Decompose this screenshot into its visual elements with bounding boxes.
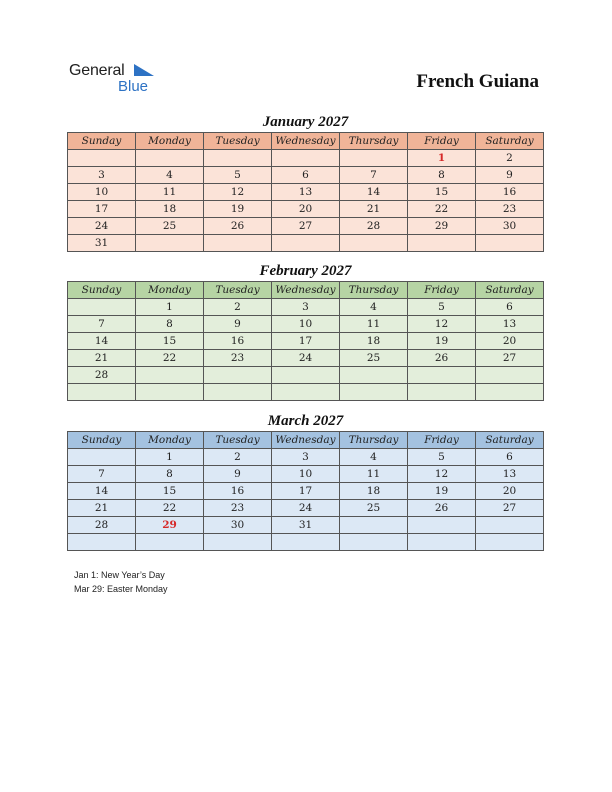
day-cell: 14: [340, 184, 408, 201]
calendar-table: [67, 431, 544, 551]
day-cell: 17: [272, 483, 340, 500]
holiday-note: Mar 29: Easter Monday: [74, 584, 168, 594]
day-cell: 11: [340, 466, 408, 483]
weekday-header: Wednesday: [272, 432, 340, 449]
day-cell: 3: [272, 449, 340, 466]
day-cell: 18: [136, 201, 204, 218]
day-cell: 24: [68, 218, 136, 235]
week-row: [68, 483, 544, 500]
holiday-day-cell: 1: [408, 150, 476, 167]
day-cell: 6: [476, 449, 544, 466]
day-cell: 11: [136, 184, 204, 201]
day-cell: 16: [204, 483, 272, 500]
day-cell: [204, 384, 272, 401]
day-cell: [272, 235, 340, 252]
day-cell: 12: [204, 184, 272, 201]
holiday-day-cell: 29: [136, 517, 204, 534]
week-row: [68, 218, 544, 235]
week-row: [68, 534, 544, 551]
day-cell: 17: [68, 201, 136, 218]
day-cell: 3: [68, 167, 136, 184]
week-row: [68, 167, 544, 184]
day-cell: [136, 235, 204, 252]
day-cell: [136, 534, 204, 551]
week-row: [68, 316, 544, 333]
month-title: February 2027: [259, 263, 352, 279]
week-row: [68, 299, 544, 316]
weekday-header: Friday: [408, 432, 476, 449]
month-january: [67, 112, 544, 252]
day-cell: 17: [272, 333, 340, 350]
day-cell: 9: [476, 167, 544, 184]
logo-flag-icon: [134, 64, 154, 78]
week-row: [68, 184, 544, 201]
day-cell: 26: [408, 500, 476, 517]
day-cell: [340, 517, 408, 534]
weekday-header: Sunday: [68, 432, 136, 449]
day-cell: [68, 299, 136, 316]
day-cell: [340, 367, 408, 384]
day-cell: [68, 384, 136, 401]
logo-word-general: General: [69, 62, 125, 79]
day-cell: [68, 449, 136, 466]
week-row: [68, 449, 544, 466]
day-cell: [272, 150, 340, 167]
day-cell: 25: [340, 350, 408, 367]
day-cell: 9: [204, 466, 272, 483]
day-cell: [340, 150, 408, 167]
day-cell: [408, 534, 476, 551]
day-cell: 16: [476, 184, 544, 201]
day-cell: 31: [68, 235, 136, 252]
weekday-header: Tuesday: [204, 282, 272, 299]
holiday-notes: [74, 568, 168, 596]
weekday-header: Thursday: [340, 133, 408, 150]
weekday-header: Friday: [408, 133, 476, 150]
month-february: [67, 261, 544, 401]
day-cell: [476, 235, 544, 252]
day-cell: [272, 534, 340, 551]
day-cell: 29: [408, 218, 476, 235]
day-cell: 10: [272, 316, 340, 333]
day-cell: 15: [136, 483, 204, 500]
week-row: [68, 350, 544, 367]
day-cell: 5: [204, 167, 272, 184]
day-cell: 18: [340, 333, 408, 350]
holiday-note: Jan 1: New Year’s Day: [74, 570, 165, 580]
day-cell: 15: [136, 333, 204, 350]
day-cell: 4: [340, 299, 408, 316]
month-title: January 2027: [262, 114, 349, 130]
calendar-body: [68, 150, 544, 252]
day-cell: [68, 534, 136, 551]
day-cell: 24: [272, 350, 340, 367]
week-row: [68, 367, 544, 384]
week-row: [68, 201, 544, 218]
weekday-header: Thursday: [340, 282, 408, 299]
month-march: [67, 411, 544, 551]
weekday-header: Monday: [136, 282, 204, 299]
day-cell: 13: [272, 184, 340, 201]
day-cell: 20: [476, 333, 544, 350]
day-cell: [340, 534, 408, 551]
day-cell: [272, 384, 340, 401]
day-cell: [408, 384, 476, 401]
day-cell: 24: [272, 500, 340, 517]
day-cell: 21: [340, 201, 408, 218]
day-cell: 27: [476, 500, 544, 517]
day-cell: 13: [476, 316, 544, 333]
day-cell: 6: [272, 167, 340, 184]
day-cell: 19: [204, 201, 272, 218]
day-cell: 19: [408, 483, 476, 500]
day-cell: 21: [68, 500, 136, 517]
day-cell: 2: [476, 150, 544, 167]
day-cell: 27: [476, 350, 544, 367]
day-cell: [408, 367, 476, 384]
weekday-header: Tuesday: [204, 432, 272, 449]
weekday-header: Monday: [136, 432, 204, 449]
day-cell: [204, 235, 272, 252]
day-cell: 19: [408, 333, 476, 350]
day-cell: 30: [204, 517, 272, 534]
day-cell: 16: [204, 333, 272, 350]
day-cell: 22: [408, 201, 476, 218]
day-cell: 12: [408, 466, 476, 483]
weekday-header: Monday: [136, 133, 204, 150]
logo-word-blue: Blue: [118, 78, 149, 95]
day-cell: [340, 235, 408, 252]
day-cell: [204, 534, 272, 551]
day-cell: 2: [204, 449, 272, 466]
day-cell: [68, 150, 136, 167]
day-cell: [408, 235, 476, 252]
day-cell: 22: [136, 500, 204, 517]
day-cell: 13: [476, 466, 544, 483]
day-cell: 28: [68, 517, 136, 534]
week-row: [68, 517, 544, 534]
calendar-table: [67, 281, 544, 401]
day-cell: 5: [408, 299, 476, 316]
day-cell: 26: [408, 350, 476, 367]
day-cell: 31: [272, 517, 340, 534]
weekday-header: Friday: [408, 282, 476, 299]
day-cell: 2: [204, 299, 272, 316]
day-cell: [136, 384, 204, 401]
day-cell: 8: [136, 316, 204, 333]
calendar-table: [67, 132, 544, 252]
day-cell: [204, 150, 272, 167]
day-cell: [408, 517, 476, 534]
day-cell: 20: [476, 483, 544, 500]
day-cell: 23: [204, 500, 272, 517]
day-cell: 27: [272, 218, 340, 235]
day-cell: 28: [68, 367, 136, 384]
day-cell: [476, 384, 544, 401]
weekday-header: Saturday: [476, 282, 544, 299]
week-row: [68, 500, 544, 517]
weekday-header: Tuesday: [204, 133, 272, 150]
weekday-header-row: [68, 432, 544, 449]
day-cell: [136, 150, 204, 167]
weekday-header-row: [68, 133, 544, 150]
day-cell: 14: [68, 483, 136, 500]
day-cell: 7: [68, 466, 136, 483]
day-cell: 25: [340, 500, 408, 517]
day-cell: [476, 534, 544, 551]
day-cell: 18: [340, 483, 408, 500]
day-cell: 25: [136, 218, 204, 235]
day-cell: [476, 367, 544, 384]
day-cell: 8: [408, 167, 476, 184]
logo: [69, 62, 169, 96]
weekday-header: Saturday: [476, 133, 544, 150]
day-cell: 21: [68, 350, 136, 367]
day-cell: 11: [340, 316, 408, 333]
day-cell: 8: [136, 466, 204, 483]
day-cell: 12: [408, 316, 476, 333]
day-cell: 30: [476, 218, 544, 235]
day-cell: [204, 367, 272, 384]
weekday-header-row: [68, 282, 544, 299]
week-row: [68, 384, 544, 401]
day-cell: 9: [204, 316, 272, 333]
weekday-header: Thursday: [340, 432, 408, 449]
day-cell: 1: [136, 449, 204, 466]
day-cell: [476, 517, 544, 534]
weekday-header: Sunday: [68, 133, 136, 150]
day-cell: [340, 384, 408, 401]
weekday-header: Wednesday: [272, 133, 340, 150]
day-cell: 10: [68, 184, 136, 201]
week-row: [68, 333, 544, 350]
day-cell: 28: [340, 218, 408, 235]
weekday-header: Wednesday: [272, 282, 340, 299]
week-row: [68, 466, 544, 483]
day-cell: 20: [272, 201, 340, 218]
day-cell: 26: [204, 218, 272, 235]
day-cell: 5: [408, 449, 476, 466]
week-row: [68, 235, 544, 252]
day-cell: 22: [136, 350, 204, 367]
day-cell: 15: [408, 184, 476, 201]
day-cell: [272, 367, 340, 384]
day-cell: 4: [340, 449, 408, 466]
day-cell: 7: [68, 316, 136, 333]
day-cell: 10: [272, 466, 340, 483]
calendar-body: [68, 299, 544, 401]
day-cell: 23: [204, 350, 272, 367]
day-cell: 6: [476, 299, 544, 316]
weekday-header: Saturday: [476, 432, 544, 449]
day-cell: [136, 367, 204, 384]
country-title: French Guiana: [416, 71, 539, 92]
day-cell: 3: [272, 299, 340, 316]
calendar-body: [68, 449, 544, 551]
day-cell: 23: [476, 201, 544, 218]
week-row: [68, 150, 544, 167]
weekday-header: Sunday: [68, 282, 136, 299]
day-cell: 7: [340, 167, 408, 184]
day-cell: 14: [68, 333, 136, 350]
day-cell: 1: [136, 299, 204, 316]
month-title: March 2027: [267, 413, 344, 429]
day-cell: 4: [136, 167, 204, 184]
